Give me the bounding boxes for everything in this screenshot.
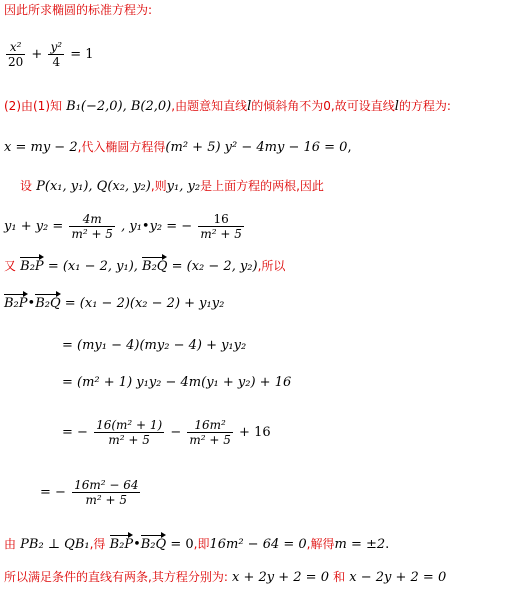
step-line-3: = − $\frac{\text{16(m² + 1)}}{\text{m² + 5}}$ − $\frac{\text{16m²}}{\text{m² + 5}}$ + 16 [62, 418, 271, 447]
line-equation: x = my − 2,代入椭圆方程得(m² + 5) y² − 4my − 16 = 0, [4, 140, 352, 155]
ellipse-equation: $\frac{\text{x²}}{20}$ + $\frac{\text{y²}}{4}$ = 1 [8, 40, 94, 69]
fraction-b: $\frac{\text{16m²}}{\text{m² + 5}}$ [189, 418, 231, 447]
conclusion-line [4, 2, 152, 18]
step-line-4: = − $\frac{\text{16m² − 64}}{\text{m² + 5}}$ [40, 478, 139, 507]
fraction-x: $\frac{\text{x²}}{20}$ [8, 40, 24, 69]
part2-line: (2)由(1)知 B₁(−2,0), B(2,0),由题意知直线l的倾斜角不为0,故可设直线l的方程为: [4, 99, 451, 114]
fraction-a: $\frac{\text{16(m² + 1)}}{\text{m² + 5}}$ [96, 418, 163, 447]
fraction-y: $\frac{\text{y²}}{4}$ [50, 40, 63, 69]
vieta-line: y₁ + y₂ = $\frac{4m}{\text{m² + 5}}$ , y₁•y₂ = − $\frac{16}{\text{m² + 5}}$ [4, 212, 242, 241]
step-line-1: = (my₁ − 4)(my₂ − 4) + y₁y₂ [62, 338, 247, 353]
vector-line: 又 B₂P = (x₁ − 2, y₁), B₂Q = (x₂ − 2, y₂),所以 [4, 259, 286, 274]
roots-line: 设 P(x₁, y₁), Q(x₂, y₂),则y₁, y₂是上面方程的两根,因此 [20, 179, 324, 194]
fraction-product: $\frac{16}{\text{m² + 5}}$ [200, 212, 242, 241]
conclusion-text: 因此所求椭圆的标准方程为: [4, 3, 153, 17]
dot-product-line: B₂P•B₂Q = (x₁ − 2)(x₂ − 2) + y₁y₂ [4, 296, 225, 311]
fraction-c: $\frac{\text{16m² − 64}}{\text{m² + 5}}$ [74, 478, 139, 507]
step-line-2: = (m² + 1) y₁y₂ − 4m(y₁ + y₂) + 16 [62, 375, 292, 390]
perpendicular-line: 由 PB₂ ⊥ QB₁,得 B₂P•B₂Q = 0,即16m² − 64 = 0,解得m = ±2. [4, 537, 390, 552]
fraction-sum: $\frac{4m}{\text{m² + 5}}$ [71, 212, 113, 241]
final-answer-line: 所以满足条件的直线有两条,其方程分别为: x + 2y + 2 = 0 和 x − 2y + 2 = 0 [4, 570, 447, 585]
